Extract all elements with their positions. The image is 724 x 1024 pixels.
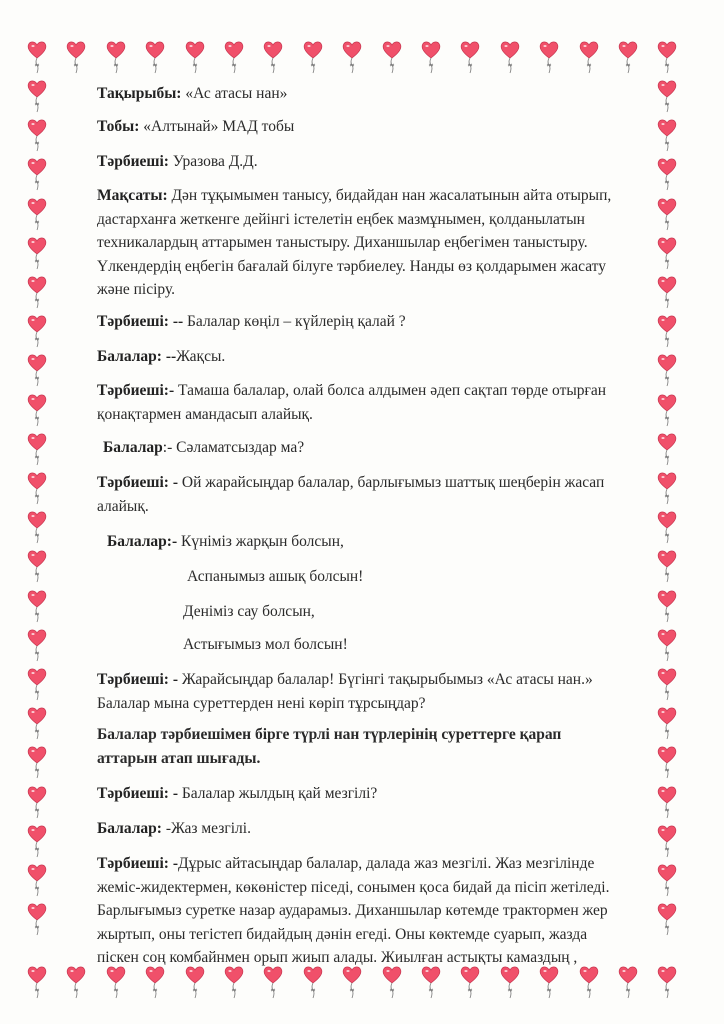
heart-balloon-icon — [145, 965, 165, 999]
heart-balloon-icon — [27, 236, 47, 270]
heart-balloon-icon — [27, 863, 47, 897]
heart-balloon-icon — [579, 40, 599, 74]
heart-balloon-icon — [657, 236, 677, 270]
text: Дұрыс айтасыңдар балалар, далада жаз мезгілі. Жаз мезгілінде — [178, 855, 595, 872]
heart-balloon-icon — [657, 589, 677, 623]
heart-balloon-icon — [27, 549, 47, 583]
text-line — [97, 231, 611, 255]
heart-balloon-icon — [460, 40, 480, 74]
heart-balloon-icon — [342, 965, 362, 999]
text: Жарайсыңдар балалар! Бүгінгі тақырыбымыз «Ас атасы нан.» — [178, 671, 593, 688]
paragraph — [97, 852, 610, 970]
text: Балалар мына суреттерден нені көріп тұрсыңдар? — [97, 694, 426, 712]
heart-balloon-icon — [224, 965, 244, 999]
text-line — [187, 565, 363, 589]
text: Балалар жылдың қай мезгілі? — [178, 785, 378, 802]
heart-balloon-icon — [657, 157, 677, 191]
text: Астығымыз мол болсын! — [183, 636, 348, 653]
text-line — [97, 82, 287, 106]
heart-balloon-icon — [303, 965, 323, 999]
text-line — [97, 668, 593, 692]
heart-balloon-icon — [27, 393, 47, 427]
text-line — [97, 946, 610, 970]
heart-balloon-icon — [657, 902, 677, 936]
paragraph — [97, 150, 258, 174]
paragraph — [97, 310, 406, 334]
text: техникалардың аттарымен таныстыру. Диханшылар еңбегімен таныстыру. — [97, 234, 588, 251]
heart-balloon-icon — [657, 667, 677, 701]
text-line — [103, 436, 304, 460]
paragraph — [183, 600, 315, 624]
heart-balloon-icon — [657, 785, 677, 819]
heart-balloon-icon — [460, 965, 480, 999]
text-line — [97, 495, 604, 519]
text: жыртып, оны тегістеп бидайдың дәнін егеді. Оны көктемде суарып, жазда — [97, 925, 588, 943]
speaker-label: Тәрбиеші:- — [97, 382, 175, 399]
text: қонақтармен амандасып алайық. — [97, 405, 313, 423]
heart-balloon-icon — [27, 510, 47, 544]
text-line — [97, 471, 604, 495]
heart-balloon-icon — [657, 965, 677, 999]
heart-balloon-icon — [27, 965, 47, 999]
text-line — [97, 782, 377, 806]
heart-balloon-icon — [618, 965, 638, 999]
heart-balloon-icon — [657, 353, 677, 387]
heart-balloon-icon — [27, 197, 47, 231]
heart-balloon-icon — [27, 745, 47, 779]
speaker-label: Балалар: — [97, 820, 162, 837]
text-line — [97, 876, 610, 900]
text-line — [97, 692, 593, 716]
heart-balloon-icon — [27, 902, 47, 936]
text: және пісіру. — [97, 281, 176, 298]
paragraph — [97, 184, 611, 302]
heart-balloon-icon — [27, 785, 47, 819]
speaker-label: Балалар — [103, 439, 163, 456]
heart-balloon-icon — [224, 40, 244, 74]
speaker-label: Тәрбиеші: - — [97, 671, 178, 688]
heart-balloon-icon — [145, 40, 165, 74]
paragraph — [107, 530, 344, 554]
paragraph — [97, 115, 294, 139]
heart-balloon-icon — [618, 40, 638, 74]
heart-balloon-icon — [657, 275, 677, 309]
heart-balloon-icon — [342, 40, 362, 74]
heart-balloon-icon — [579, 965, 599, 999]
text: алайық. — [97, 497, 149, 515]
speaker-label: Тәрбиеші: -- — [97, 313, 184, 330]
text-line — [97, 379, 606, 403]
text: піскен соң комбайнмен орып жиып алады. Жиылған астықты камаздың , — [97, 949, 578, 966]
speaker-label: Мақсаты: — [97, 187, 168, 204]
text-line — [97, 310, 406, 334]
heart-balloon-icon — [657, 197, 677, 231]
heart-balloon-icon — [27, 432, 47, 466]
text: Дән тұқымымен танысу, бидайдан нан жасалатынын айта отырып, — [167, 187, 612, 204]
text: -Жаз мезгілі. — [161, 820, 251, 837]
heart-balloon-icon — [27, 275, 47, 309]
heart-balloon-icon — [657, 824, 677, 858]
text-line — [183, 633, 348, 657]
text: Уразова Д.Д. — [168, 153, 258, 170]
heart-balloon-icon — [382, 965, 402, 999]
text-line — [97, 184, 611, 208]
heart-balloon-icon — [657, 118, 677, 152]
text-line — [183, 600, 315, 624]
heart-balloon-icon — [27, 40, 47, 74]
text-line — [97, 923, 610, 947]
heart-balloon-icon — [657, 40, 677, 74]
heart-balloon-icon — [185, 965, 205, 999]
heart-balloon-icon — [382, 40, 402, 74]
speaker-label: Тәрбиеші: - — [97, 474, 178, 491]
text: «Алтынай» МАД тобы — [139, 118, 295, 135]
text: дастарханға жеткенге дейінгі істелетін еңбек мазмұнымен, қолданылатын — [97, 210, 585, 228]
heart-balloon-icon — [500, 965, 520, 999]
text: жеміс-жидектермен, көкөністер піседі, сонымен қоса бидай да пісіп жетіледі. — [97, 878, 610, 896]
heart-balloon-icon — [106, 40, 126, 74]
speaker-label: Тәрбиеші: - — [97, 855, 178, 872]
text-line — [97, 723, 561, 747]
speaker-label: Тәрбиеші: - — [97, 785, 178, 802]
text: аттарын атап шығады. — [97, 749, 261, 767]
heart-balloon-icon — [657, 706, 677, 740]
heart-balloon-icon — [106, 965, 126, 999]
heart-balloon-icon — [263, 40, 283, 74]
text-line — [97, 150, 258, 174]
paragraph — [97, 82, 287, 106]
text: Үлкендердің еңбегін бағалай білуге тәрбиелеу. Нанды өз қолдарымен жасату — [97, 257, 606, 275]
text-line — [97, 817, 251, 841]
text-line — [97, 255, 611, 279]
heart-balloon-icon — [185, 40, 205, 74]
speaker-label: Тобы: — [97, 118, 140, 135]
heart-balloon-icon — [27, 667, 47, 701]
heart-balloon-icon — [657, 549, 677, 583]
heart-balloon-icon — [657, 79, 677, 113]
paragraph — [97, 471, 604, 518]
paragraph — [183, 633, 348, 657]
heart-balloon-icon — [657, 745, 677, 779]
text: Тамаша балалар, олай болса алдымен әдеп сақтап төрде отырған — [174, 382, 607, 399]
paragraph — [97, 668, 593, 715]
heart-balloon-icon — [27, 118, 47, 152]
paragraph — [97, 782, 377, 806]
text-line — [97, 208, 611, 232]
text-line — [97, 852, 610, 876]
text-line — [97, 899, 610, 923]
text: «Ас атасы нан» — [181, 85, 288, 102]
heart-balloon-icon — [500, 40, 520, 74]
text: Деніміз сау болсын, — [183, 603, 315, 620]
text: Барлығымыз суретке назар аударамыз. Диханшылар көтемде трактормен жер — [97, 902, 608, 919]
heart-balloon-icon — [27, 79, 47, 113]
text-line — [107, 530, 344, 554]
heart-balloon-icon — [657, 510, 677, 544]
heart-balloon-icon — [657, 314, 677, 348]
heart-balloon-icon — [657, 393, 677, 427]
heart-balloon-icon — [66, 965, 86, 999]
paragraph — [97, 723, 561, 770]
text: :- Сәламатсыздар ма? — [162, 439, 305, 456]
paragraph — [97, 379, 606, 426]
text: Күніміз жарқын болсын, — [177, 533, 344, 550]
heart-balloon-icon — [303, 40, 323, 74]
text-line — [97, 345, 225, 369]
paragraph — [187, 565, 363, 589]
heart-balloon-icon — [539, 965, 559, 999]
heart-balloon-icon — [421, 965, 441, 999]
speaker-label: Тәрбиеші: — [97, 153, 169, 170]
text-line — [97, 403, 606, 427]
text-line — [97, 115, 294, 139]
heart-balloon-icon — [27, 824, 47, 858]
text-line — [97, 747, 561, 771]
heart-balloon-icon — [27, 628, 47, 662]
text: Ой жарайсыңдар балалар, барлығымыз шаттық шеңберін жасап — [178, 474, 605, 491]
text: Балалар тәрбиешімен бірге түрлі нан түрлерінің суреттерге қарап — [97, 726, 562, 743]
heart-balloon-icon — [27, 471, 47, 505]
heart-balloon-icon — [27, 353, 47, 387]
heart-balloon-icon — [657, 628, 677, 662]
text: Балалар көңіл – күйлерің қалай ? — [183, 313, 406, 330]
heart-balloon-icon — [27, 314, 47, 348]
heart-balloon-icon — [27, 589, 47, 623]
text-line — [97, 278, 611, 302]
speaker-label: Балалар:- — [107, 533, 178, 550]
speaker-label: Тақырыбы: — [97, 85, 182, 102]
heart-balloon-icon — [657, 432, 677, 466]
heart-balloon-icon — [66, 40, 86, 74]
heart-balloon-icon — [539, 40, 559, 74]
heart-balloon-icon — [657, 863, 677, 897]
heart-balloon-icon — [263, 965, 283, 999]
text: Жақсы. — [176, 348, 226, 365]
heart-balloon-icon — [27, 706, 47, 740]
paragraph — [103, 436, 304, 460]
speaker-label: Балалар: -- — [97, 348, 177, 365]
heart-balloon-icon — [27, 157, 47, 191]
paragraph — [97, 817, 251, 841]
heart-balloon-icon — [421, 40, 441, 74]
text: Аспанымыз ашық болсын! — [187, 568, 364, 585]
paragraph — [97, 345, 225, 369]
heart-balloon-icon — [657, 471, 677, 505]
